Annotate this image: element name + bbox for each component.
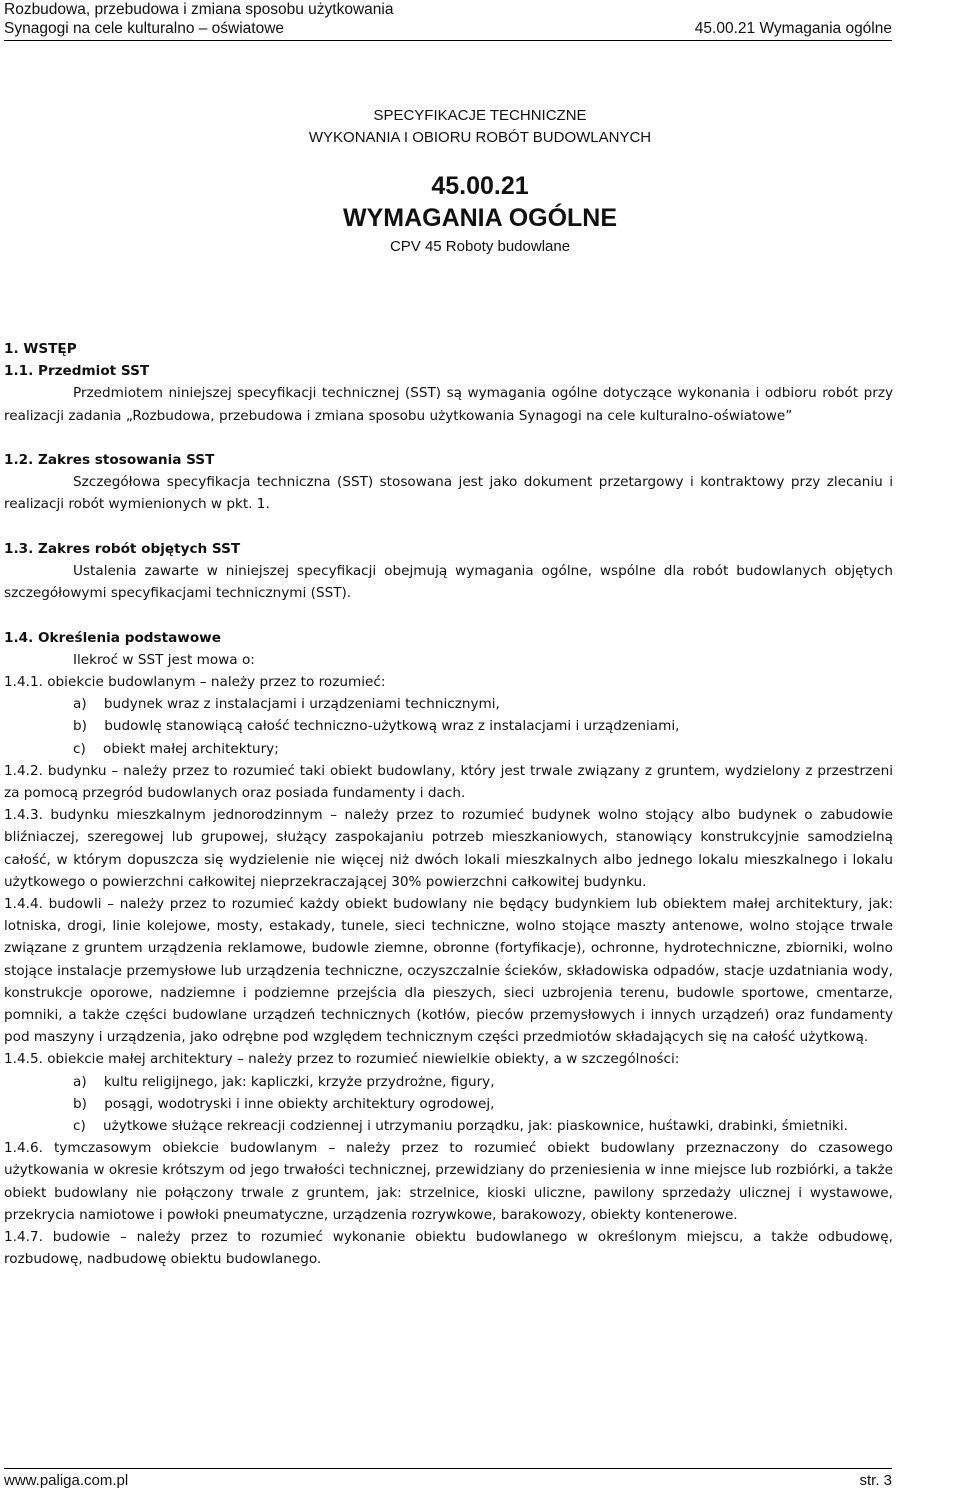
page-number: str. 3 <box>859 1472 892 1489</box>
title-code: 45.00.21 <box>431 172 529 200</box>
definition: 1.4.7. budowie – należy przez to rozumieć wykonanie obiektu budowlanego w określonym miejscu, a także odbudowę, rozbudowę, nadbudowę obiektu budowlanego. <box>4 1229 893 1268</box>
definition: 1.4.2. budynku – należy przez to rozumieć taki obiekt budowlany, który jest trwale związany z gruntem, wydzielony z przestrzeni za pomocą przegród budowlanych oraz posiada fundamenty i dach. <box>4 762 893 802</box>
list-item: a) kultu religijnego, jak: kapliczki, krzyże przydrożne, figury, <box>73 1073 495 1090</box>
list-item: b) posągi, wodotryski i inne obiekty architektury ogrodowej, <box>73 1095 495 1112</box>
page-header <box>4 0 892 41</box>
paragraph: Ustalenia zawarte w niniejszej specyfikacji obejmują wymagania ogólne, wspólne dla robót budowlanych objętych szczegółowymi specyfikacjami technicznymi (SST). <box>4 563 893 602</box>
title-name: WYMAGANIA OGÓLNE <box>342 204 618 232</box>
subsection-heading: 1.2. Zakres stosowania SST <box>4 452 215 468</box>
list-item: c) obiekt małej architektury; <box>73 740 279 757</box>
definition: 1.4.6. tymczasowym obiekcie budowlanym – należy przez to rozumieć obiekt budowlany przeznaczony do czasowego użytkowania w okresie krótszym od jego trwałości technicznej, przewidziany do przeniesienia w inne miejsce lub rozbiórki, a także obiekt budowlany nie połączony trwale z gruntem, jak: strzelnice, kioski uliczne, pawilony sprzedaży ulicznej i wystawowe, przekrycia namiotowe i powłoki pneumatyczne, urządzenia rozrywkowe, barakowozy, obiekty kontenerowe. <box>4 1140 893 1223</box>
subsection-heading: 1.3. Zakres robót objętych SST <box>4 540 241 557</box>
definition: 1.4.4. budowli – należy przez to rozumieć każdy obiekt budowlany nie będący budynkiem lub obiektem małej architektury, jak: lotniska, drogi, linie kolejowe, mosty, estakady, tunele, sieci techniczne, wolno stojące maszty antenowe, wolno stojące trwale związane z gruntem urządzenia reklamowe, budowle ziemne, obronne (fortyfikacje), ochronne, hydrotechniczne, zbiorniki, wolno stojące instalacje przemysłowe lub urządzenia techniczne, oczyszczalnie ścieków, składowiska odpadów, stacje uzdatniania wody, konstrukcje oporowe, nadziemne i podziemne przejścia dla pieszych, sieci uzbrojenia terenu, budowle sportowe, cmentarze, pomniki, a także części budowlane urządzeń technicznych (kotłów, pieców przemysłowych i innych urządzeń) oraz fundamenty pod maszyny i urządzenia, jako odrębne pod względem technicznym części przedmiotów składających się na całość użytkową. <box>4 896 893 1046</box>
definition: 1.4.3. budynku mieszkalnym jednorodzinnym – należy przez to rozumieć budynek wolno stojący albo budynek o zabudowie bliźniaczej, szeregowej lub grupowej, służący zaspokajaniu potrzeb mieszkaniowych, stanowiący konstrukcyjnie samodzielną całość, w którym dopuszcza się wydzielenie nie więcej niż dwóch lokali mieszkalnych albo jednego lokalu mieszkalnego i lokalu użytkowego o powierzchni całkowitej nieprzekraczającej 30% powierzchni całkowitej budynku. <box>4 807 893 890</box>
subsection-heading: 1.1. Przedmiot SST <box>4 363 150 380</box>
list-item: c) użytkowe służące rekreacji codziennej i utrzymaniu porządku, jak: piaskownice, huśtawki, drabinki, śmietniki. <box>73 1118 848 1135</box>
definition: 1.4.5. obiekcie małej architektury – należy przez to rozumieć niewielkie obiekty, a w szczególności: <box>4 1051 680 1068</box>
header-project-line1: Rozbudowa, przebudowa i zmiana sposobu użytkowania <box>4 1 394 18</box>
footer-website: www.paliga.com.pl <box>4 1472 129 1489</box>
subsection-heading: 1.4. Określenia podstawowe <box>4 629 221 646</box>
section-heading: 1. WSTĘP <box>4 341 77 357</box>
header-project-line2: Synagogi na cele kulturalno – oświatowe <box>4 20 285 37</box>
paragraph: Szczegółowa specyfikacja techniczna (SST) stosowana jest jako dokument przetargowy i kontraktowy przy zlecaniu i realizacji robót wymienionych w pkt. 1. <box>4 474 893 513</box>
document-body <box>4 338 893 1270</box>
definition: 1.4.1. obiekcie budowlanym – należy przez to rozumieć: <box>4 674 386 690</box>
page-footer <box>4 1468 892 1491</box>
title-line1: SPECYFIKACJE TECHNICZNE <box>373 107 587 124</box>
title-line2: WYKONANIA I OBIORU ROBÓT BUDOWLANYCH <box>308 129 652 146</box>
paragraph: Przedmiotem niniejszej specyfikacji technicznej (SST) są wymagania ogólne dotyczące wykonania i odbioru robót przy realizacji zadania „Rozbudowa, przebudowa i zmiana sposobu użytkowania Synagogi na cele kulturalno-oświatowe” <box>4 385 893 424</box>
list-item: a) budynek wraz z instalacjami i urządzeniami technicznymi, <box>73 696 500 713</box>
paragraph: Ilekroć w SST jest mowa o: <box>73 651 255 668</box>
header-spec-code: 45.00.21 Wymagania ogólne <box>694 20 892 37</box>
list-item: b) budowlę stanowiącą całość techniczno-użytkową wraz z instalacjami i urządzeniami, <box>73 718 680 735</box>
title-cpv: CPV 45 Roboty budowlane <box>389 238 571 255</box>
